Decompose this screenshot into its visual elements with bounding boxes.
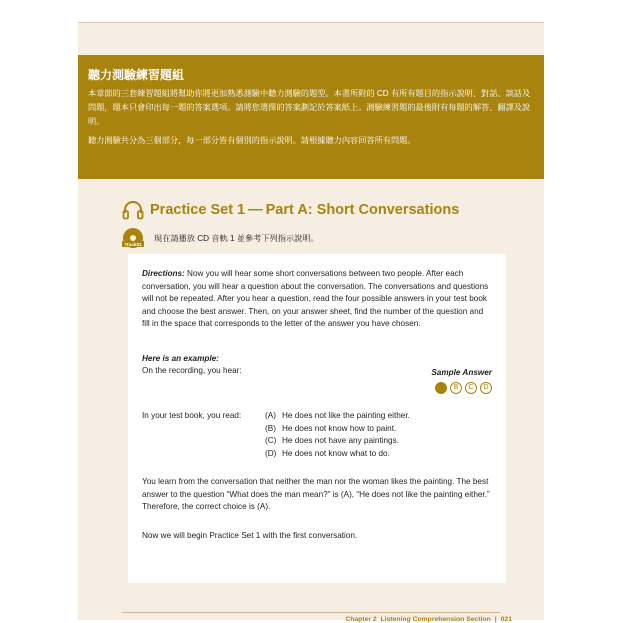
intro-banner [78,55,544,179]
choice-c [265,435,410,448]
directions-box [128,254,506,583]
sample-answer-label: Sample Answer [431,367,492,377]
choice-letter: (B) [265,423,276,433]
sample-answer [431,365,492,395]
banner-title: 聽力測驗練習題組 [88,68,185,82]
example-left [142,353,242,378]
choice-text: He does not have any paintings. [282,436,399,445]
practice-set-title [150,202,459,218]
top-rule [78,22,544,23]
practice-set-heading [122,200,459,220]
choice-a [265,410,410,423]
example-row [142,353,492,395]
banner-paragraph-1: 本章節的三套練習題組將幫助你將更加熟悉測驗中聽力測驗的題型。本書所附的 CD 有所有題目的指示說明、對話、談話及問題，題本只會印出每一題的答案選項。請將您選擇的答案劃記於答案紙上。測驗練習題的最後附有每題的解答、翻譯及說明。 [88,89,531,126]
title-dash: — [248,202,263,218]
track-instruction: 現在請播放 CD 音軌 1 並參考下列指示說明。 [154,233,319,243]
book-page [78,22,544,623]
track-label: Track01 [124,242,142,247]
directions-text: Now you will hear some short conversations between two people. After each conversation, you will hear a question about the conversation. The conversations and questions will not be repeated. After you hear a question, read the four possible answers in your test book and choose the best answer. Then, on your answer sheet, find the number of the question and fill in the space that corresponds to the letter of the answer you have chosen. [142,269,489,328]
read-label: In your test book, you read: [142,411,242,420]
directions-label: Directions: [142,269,185,278]
bubble-a [435,382,447,394]
practice-set-name: Practice Set 1 [150,202,246,218]
choice-b [265,423,410,436]
explanation-paragraph: You learn from the conversation that neither the man nor the woman likes the painting. The best answer to the question “What does the man mean?” is (A), “He does not like the painting either.” Therefore, the correct choice is (A). [142,477,490,511]
choice-letter: (C) [265,436,277,445]
choice-text: He does not know how to paint. [282,423,397,433]
directions-paragraph [142,268,492,331]
part-name: Part A: Short Conversations [265,202,460,218]
banner-paragraph-2: 聽力測驗共分為三個部分，每一部分皆有個別的指示說明。請根據聽力內容回答所有問題。 [88,136,416,145]
choice-letter: (A) [265,411,276,420]
choice-text: He does not know what to do. [282,448,390,458]
sample-answer-bubbles [435,382,492,394]
closing-paragraph: Now we will begin Practice Set 1 with the first conversation. [142,530,358,540]
bubble-d: D [480,382,492,394]
headphones-icon [122,200,144,220]
example-label: Here is an example: [142,353,219,363]
cd-track-icon [122,227,144,249]
footer-separator: | [494,616,497,623]
track-row [122,227,319,249]
choice-d [265,448,410,461]
recording-text: On the recording, you hear: [142,366,242,375]
footer-chapter: Chapter 2 [345,616,377,623]
answer-choices [265,410,410,460]
choice-letter: (D) [265,448,277,458]
bubble-c: C [465,382,477,394]
choice-text: He does not like the painting either. [282,411,410,420]
bubble-b: B [450,382,462,394]
test-book-row [142,410,492,460]
footer-rule [122,612,500,613]
page-number: 021 [500,616,512,623]
footer-section: Listening Comprehension Section [380,616,491,623]
